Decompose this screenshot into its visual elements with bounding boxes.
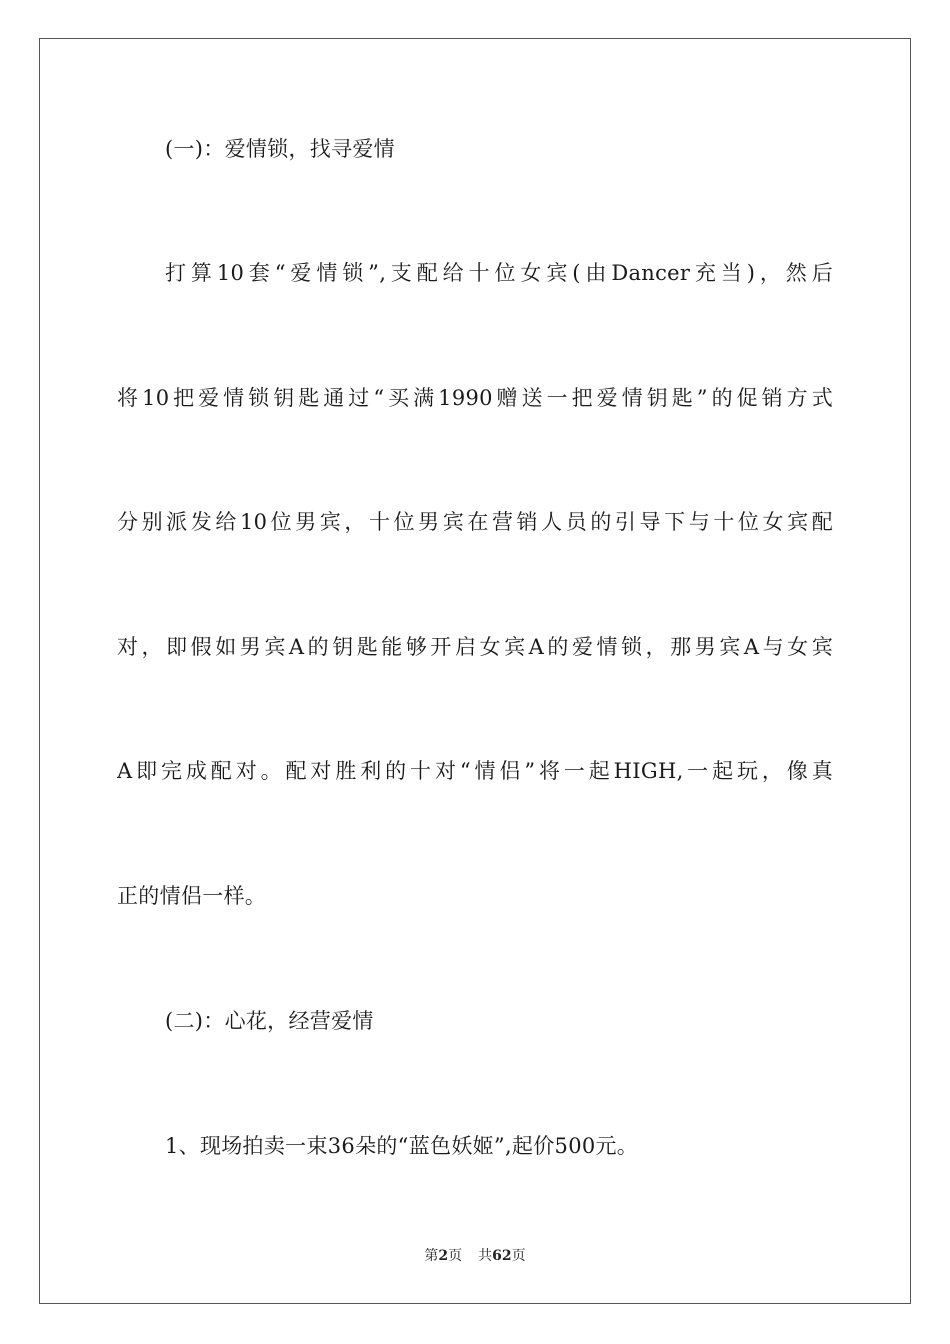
section-heading-love-lock: (一)：爱情锁，找寻爱情 <box>165 137 395 161</box>
paragraph-line: A即完成配对。配对胜利的十对“情侣”将一起HIGH,一起玩，像真 <box>117 759 833 783</box>
paragraph-line: 打算10套“爱情锁”,支配给十位女宾(由Dancer充当)，然后 <box>165 261 833 285</box>
footer-total-pages: 62 <box>492 1248 512 1264</box>
paragraph-line: 分别派发给10位男宾，十位男宾在营销人员的引导下与十位女宾配 <box>117 510 833 534</box>
page-border <box>39 38 911 1304</box>
footer-total-suffix: 页 <box>511 1248 526 1264</box>
paragraph-line-last: 正的情侣一样。 <box>117 884 267 908</box>
list-item-auction: 1、现场拍卖一束36朵的“蓝色妖姬”,起价500元。 <box>165 1134 639 1158</box>
paragraph-line: 对，即假如男宾A的钥匙能够开启女宾A的爱情锁，那男宾A与女宾 <box>117 635 833 659</box>
footer-page-number: 2 <box>438 1248 449 1264</box>
section-heading-heart-flower: (二)：心花，经营爱情 <box>165 1009 374 1033</box>
footer-page-prefix: 第 <box>424 1248 439 1264</box>
footer-page-suffix: 页 <box>448 1248 463 1264</box>
paragraph-line: 将10把爱情锁钥匙通过“买满1990赠送一把爱情钥匙”的促销方式 <box>117 386 833 410</box>
footer-total-prefix: 共 <box>478 1248 493 1264</box>
page-footer <box>0 1246 950 1266</box>
